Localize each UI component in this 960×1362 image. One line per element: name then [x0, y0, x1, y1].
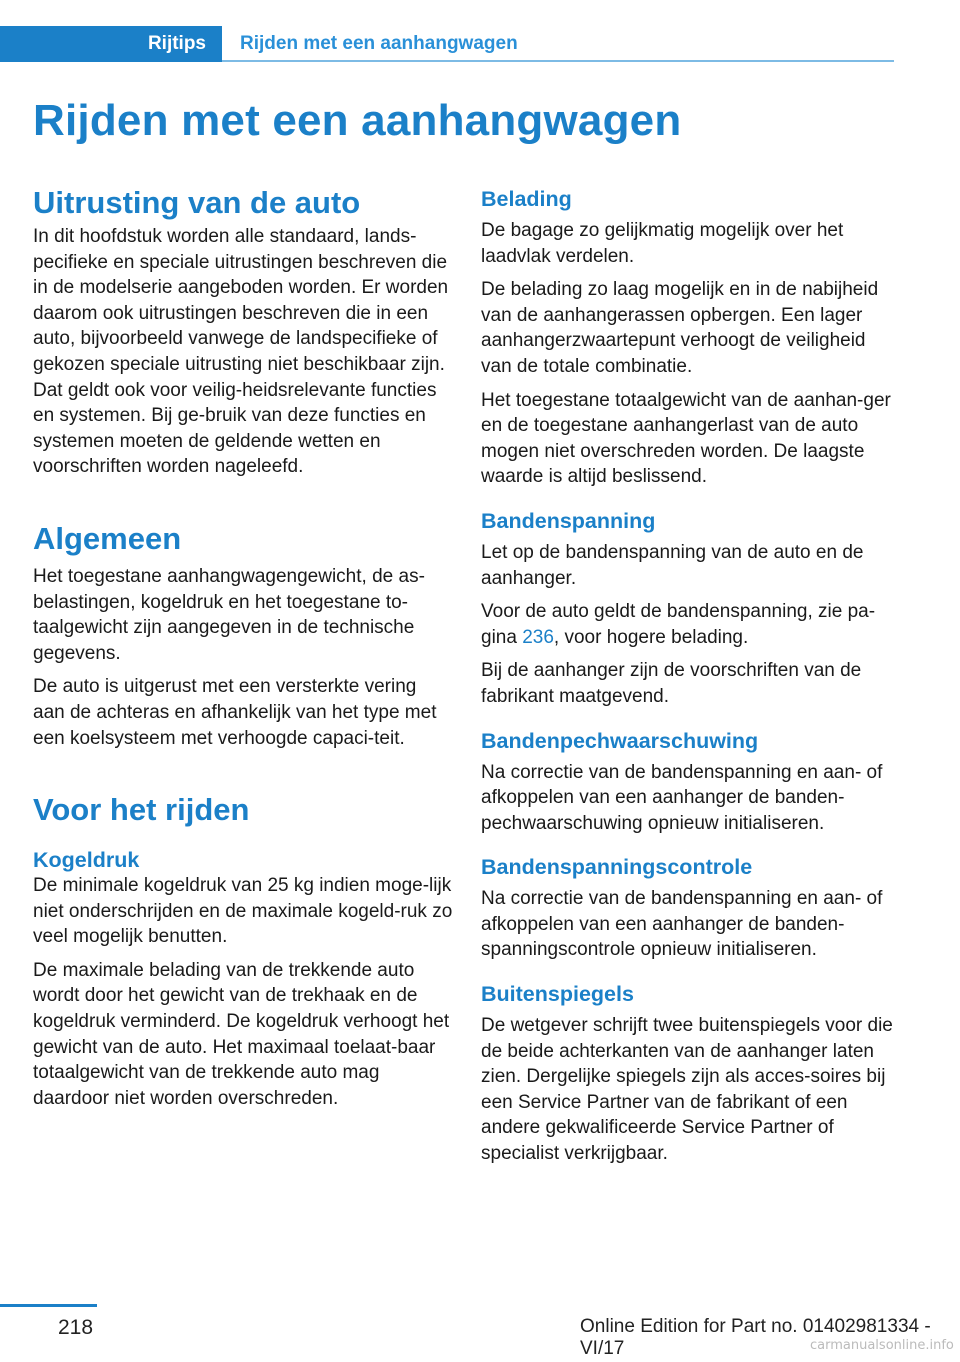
page-title: Rijden met een aanhangwagen [33, 96, 682, 145]
text: Voor de auto geldt de bandenspanning, zie pa-gina [481, 601, 876, 648]
text: , voor hogere belading. [553, 626, 749, 648]
left-column [33, 184, 453, 1119]
paragraph: De wetgever schrijft twee buitenspiegels voor die de beide achterkanten van de aanhanger laten zien. Dergelijke spiegels zijn als acces-soires bij een Service Partner van de fabrikant of een andere gekwalificeerde Service Partner of specialist verkrijgbaar. [481, 1015, 893, 1165]
paragraph: Let op de bandenspanning van de auto en de aanhanger. [481, 541, 864, 589]
edition-note: Online Edition for Part no. 01402981334 - VI/17 [580, 1316, 931, 1359]
paragraph: Het toegestane totaalgewicht van de aanhan-ger en de toegestane aanhangerlast van de auto mogen niet overschreden worden. De laagste waarde is altijd beslissend. [481, 389, 891, 488]
subsection-title-belading: Belading [481, 187, 572, 211]
paragraph: Bij de aanhanger zijn de voorschriften van de fabrikant maatgevend. [481, 660, 862, 707]
section-title-uitrusting: Uitrusting van de auto [33, 185, 361, 220]
paragraph: In dit hoofdstuk worden alle standaard, lands-pecifieke en speciale uitrustingen beschreven die in de modelserie aangeboden worden. Er worden daarom ook uitrustingen beschreven die in een auto, bijvoorbeeld vanwege de landspecifieke of gekozen speciale uitrusting niet beschikbaar zijn. Dat geldt ook voor veilig-heidsrelevante functies en systemen. Bij ge-bruik van deze functies en systemen moeten de geldende wetten en voorschriften worden nageleefd. [33, 226, 449, 478]
page-header [0, 0, 960, 64]
paragraph [481, 599, 901, 650]
subsection-title-kogeldruk: Kogeldruk [33, 848, 140, 873]
subsection-title-bandenspanning: Bandenspanning [481, 508, 656, 533]
section-title-voor-het-rijden: Voor het rijden [33, 792, 250, 828]
paragraph: Na correctie van de bandenspanning en aan- of afkoppelen van een aanhanger de banden-pechwaarschuwing opnieuw initialiseren. [481, 761, 883, 834]
paragraph: De auto is uitgerust met een versterkte vering aan de achteras en afhankelijk van het type met een koelsysteem met verhoogde capaci-teit. [33, 676, 437, 749]
right-column [481, 186, 901, 1175]
paragraph: De belading zo laag mogelijk en in de nabijheid van de aanhangerassen opbergen. Een lager aanhangerzwaartepunt verhoogt de veiligheid van de totale combinatie. [481, 279, 879, 377]
paragraph: De minimale kogeldruk van 25 kg indien moge-lijk niet onderschrijden en de maximale kogeld-ruk zo veel mogelijk benutten. [33, 875, 453, 948]
section-tab-label: Rijden met een aanhangwagen [240, 33, 518, 54]
paragraph: De bagage zo gelijkmatig mogelijk over het laadvlak verdelen. [481, 220, 844, 267]
subsection-title-buitenspiegels: Buitenspiegels [481, 982, 634, 1007]
section-title-algemeen: Algemeen [33, 520, 182, 556]
subsection-title-bandenpechwaarschuwing: Bandenpechwaarschuwing [481, 728, 759, 753]
subsection-title-bandenspanningscontrole: Bandenspanningscontrole [481, 855, 753, 880]
page-reference-link[interactable]: 236 [522, 626, 554, 648]
footer-divider [0, 1304, 97, 1307]
paragraph: Na correctie van de bandenspanning en aan- of afkoppelen van een aanhanger de banden-spanningscontrole opnieuw initialiseren. [481, 888, 883, 961]
section-tab[interactable] [240, 26, 518, 62]
paragraph: Het toegestane aanhangwagengewicht, de as-belastingen, kogeldruk en het toegestane to-taalgewicht zijn aangegeven in de technische gegevens. [33, 565, 425, 664]
chapter-tab-label: Rijtips [147, 33, 206, 54]
watermark: carmanualsonline.info [810, 1338, 954, 1353]
chapter-tab[interactable] [0, 26, 222, 62]
paragraph: De maximale belading van de trekkende auto wordt door het gewicht van de trekhaak en de kogeldruk verminderd. De kogeldruk verhoogt het gewicht van de auto. Het maximaal toelaat-baar totaalgewicht van de trekkende auto mag daardoor niet worden overschreden. [33, 959, 450, 1109]
page-number: 218 [58, 1316, 94, 1339]
header-divider [222, 60, 894, 62]
